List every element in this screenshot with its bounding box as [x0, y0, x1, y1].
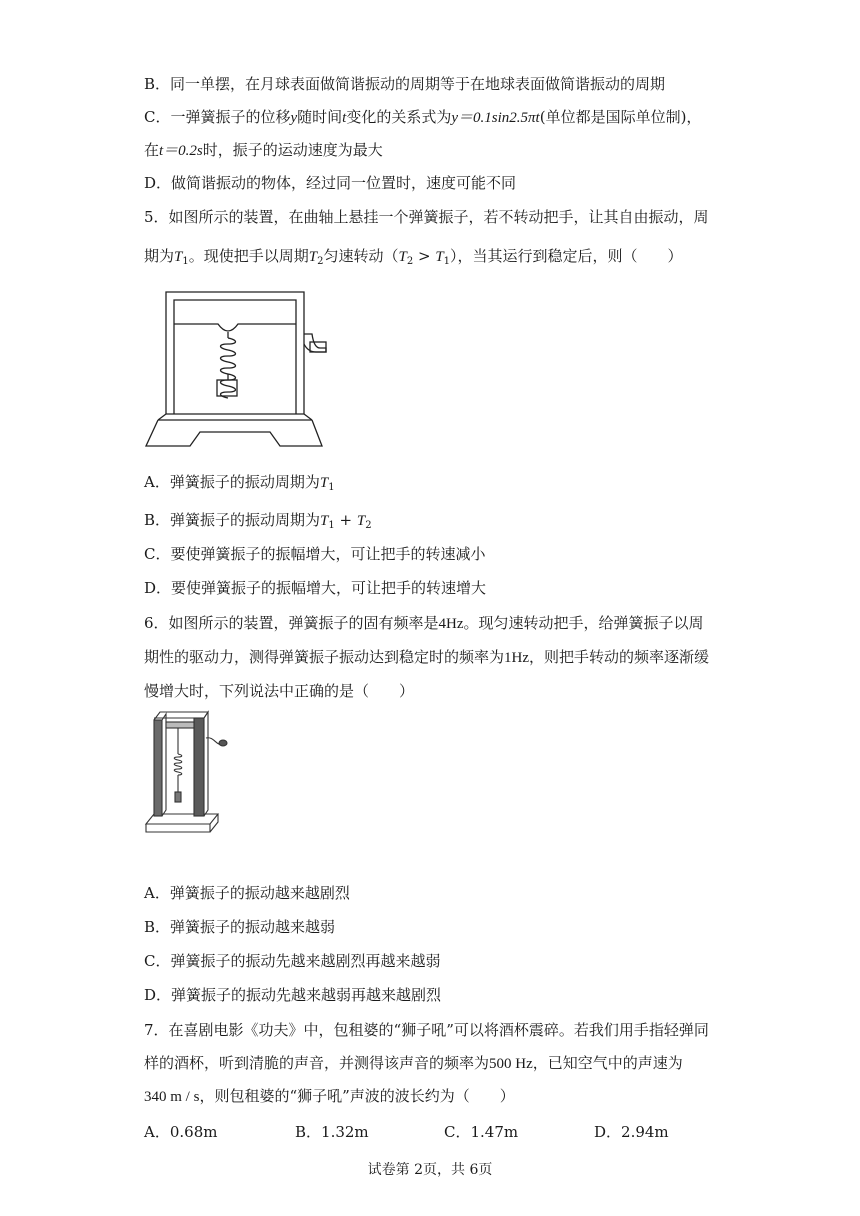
q4-option-c-line2: 在t＝0.2s时，振子的运动速度为最大 — [144, 141, 383, 159]
q5-option-d: D．要使弹簧振子的振幅增大，可让把手的转速增大 — [144, 579, 487, 597]
q4-option-c-line1: C．一弹簧振子的位移y随时间t变化的关系式为y＝0.1sin2.5πt(单位都是国际单位制)， — [144, 108, 702, 126]
q6-figure — [144, 710, 228, 838]
page-footer: 试卷第 2页，共 6页 — [367, 1162, 493, 1178]
q7-option-a: A．0.68m — [144, 1123, 218, 1141]
q5-stem-line2: 期为$T_1$。现使把手以周期$T_2$匀速转动$(T_2 > T_1)$，当其运行到稳定后，则（ ） — [144, 247, 683, 267]
q7-stem-line3: 340 m / s，则包租婆的“狮子吼”声波的波长约为（ ） — [144, 1087, 515, 1105]
q7-option-c: C．1.47m — [444, 1123, 519, 1141]
q7-stem-line2: 样的酒杯，听到清脆的声音，并测得该声音的频率为500 Hz，已知空气中的声速为 — [144, 1054, 683, 1072]
q4-option-d: D．做简谐振动的物体，经过同一位置时，速度可能不同 — [144, 174, 517, 192]
q6-option-a: A．弹簧振子的振动越来越剧烈 — [144, 884, 350, 902]
q7-stem-line1: 7．在喜剧电影《功夫》中，包租婆的“狮子吼”可以将酒杯震碎。若我们用手指轻弹同 — [144, 1021, 709, 1039]
q6-option-d: D．弹簧振子的振动先越来越弱再越来越剧烈 — [144, 986, 442, 1004]
q5-figure — [144, 286, 334, 450]
q6-option-b: B．弹簧振子的振动越来越弱 — [144, 918, 336, 936]
q5-stem-line1: 5．如图所示的装置，在曲轴上悬挂一个弹簧振子，若不转动把手，让其自由振动，周 — [144, 208, 709, 226]
q6-stem-line2: 期性的驱动力，测得弹簧振子振动达到稳定时的频率为1Hz，则把手转动的频率逐渐缓 — [144, 648, 710, 666]
q6-stem-line1: 6．如图所示的装置，弹簧振子的固有频率是4Hz。现匀速转动把手，给弹簧振子以周 — [144, 614, 704, 632]
q6-stem-line3: 慢增大时，下列说法中正确的是（ ） — [144, 682, 415, 700]
q6-option-c: C．弹簧振子的振动先越来越剧烈再越来越弱 — [144, 952, 441, 970]
q7-option-d: D．2.94m — [594, 1123, 669, 1141]
q7-option-b: B．1.32m — [295, 1123, 369, 1141]
q5-option-c: C．要使弹簧振子的振幅增大，可让把手的转速减小 — [144, 545, 486, 563]
q5-option-a: A．弹簧振子的振动周期为$T_1$ — [144, 473, 335, 493]
q4-option-b: B．同一单摆，在月球表面做简谐振动的周期等于在地球表面做简谐振动的周期 — [144, 75, 666, 93]
q5-option-b: B．弹簧振子的振动周期为$T_1 + T_2$ — [144, 511, 372, 531]
